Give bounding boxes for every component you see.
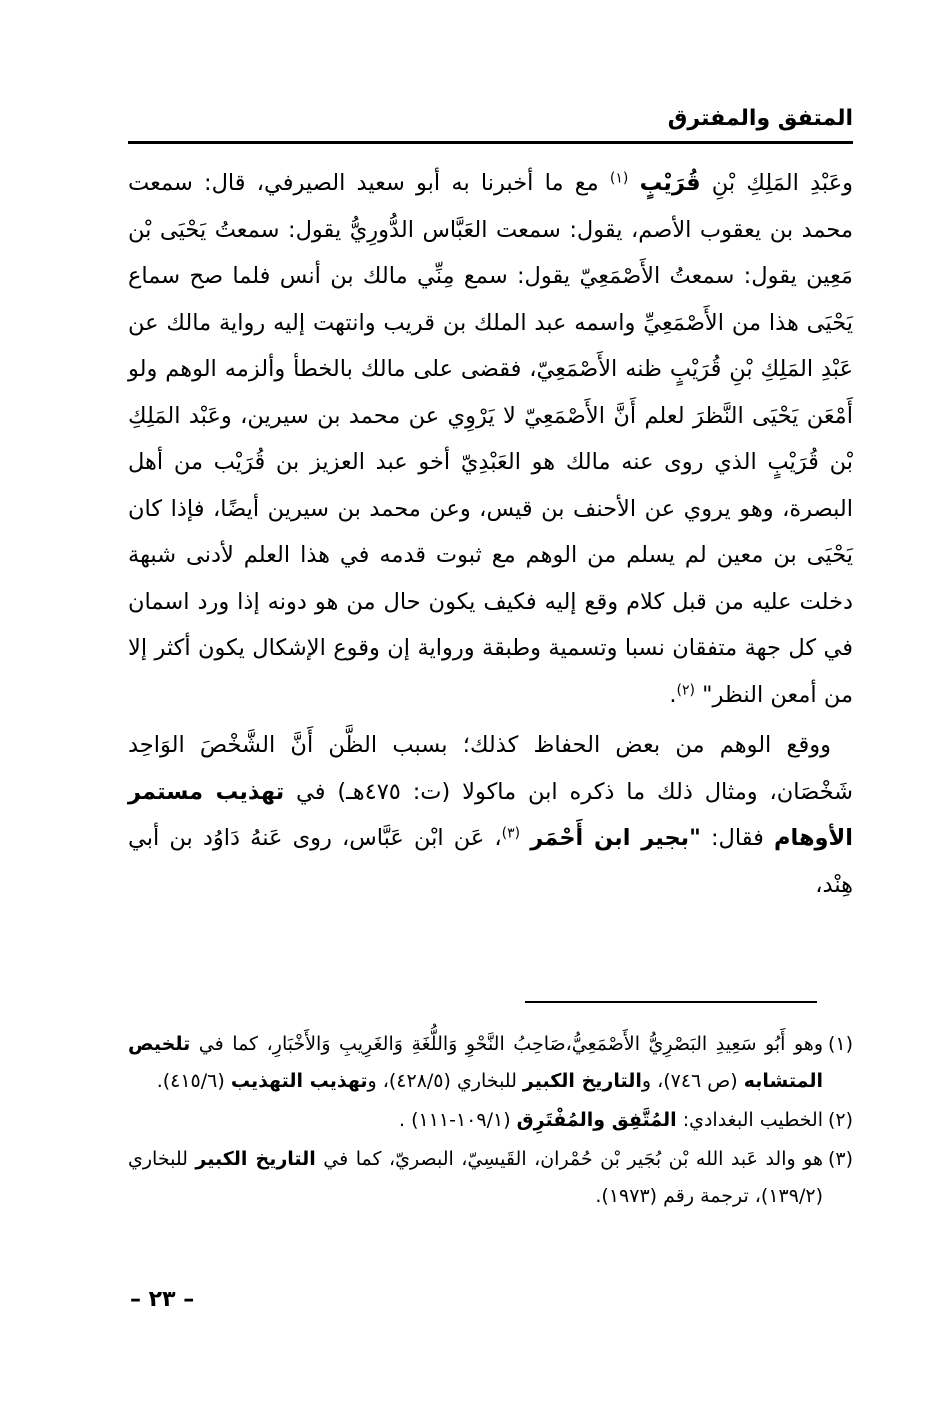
- p1-name: قُرَيْبٍ: [639, 170, 701, 196]
- footnote-1: [128, 1026, 853, 1100]
- main-text: [128, 160, 853, 908]
- footnote-2: [128, 1102, 853, 1139]
- fn1-book-1: تلخيص المتشابه: [128, 1033, 823, 1092]
- p2-text-a: ووقع الوهم من بعض الحفاظ كذلك؛ بسبب الظَّن أَنَّ الشَّخْصَ الوَاحِد شَخْصَان، ومثال ذلك ما ذكره ابن ماكولا (ت: ٤٧٥هـ) في: [128, 732, 853, 805]
- footnote-3: [128, 1141, 853, 1215]
- fn2-book-1: المُتَّفِق والمُفْتَرِق: [516, 1109, 677, 1131]
- fn3-text-a: هو والد عَبد الله بْن بُجَير بْن حُمْران، القَيسِيّ، البصريّ، كما في: [315, 1148, 823, 1170]
- p2-book-title: تهذيب مستمر الأوهام: [128, 778, 854, 851]
- p2-text-b: فقال:: [700, 825, 775, 851]
- footnote-ref-2: (٢): [676, 681, 695, 698]
- page-number: – ٢٣ –: [130, 1287, 195, 1312]
- fn1-book-2: التاريخ الكبير: [522, 1070, 642, 1092]
- footnote-2-number: (٢): [827, 1109, 853, 1131]
- p1-text-a: وعَبْدِ المَلِكِ بْنِ: [700, 170, 853, 196]
- footnotes: [128, 1026, 853, 1217]
- header-rule: [128, 141, 853, 144]
- footnote-separator: [525, 1001, 817, 1003]
- footnote-3-number: (٣): [827, 1148, 853, 1170]
- fn1-text-d: للبخاري (٤٢٨/٥)، و: [367, 1070, 523, 1092]
- fn2-text-c: (١٠٩/١-١١١) .: [398, 1109, 517, 1131]
- p1-end: .: [669, 681, 677, 708]
- paragraph-1: [128, 160, 853, 718]
- fn3-text-c: للبخاري (١٣٩/٢)، ترجمة رقم (١٩٧٣).: [128, 1148, 823, 1207]
- footnote-ref-1: (١): [609, 170, 629, 187]
- fn1-text-c: (ص ٧٤٦)، و: [641, 1070, 744, 1092]
- fn1-text-e: (٤١٥/٦).: [156, 1070, 231, 1092]
- fn1-book-3: تهذيب التهذيب: [230, 1070, 368, 1092]
- p1-text-b: مع ما أخبرنا به أبو سعيد الصيرفي، قال: سمعت محمد بن يعقوب الأصم، يقول: سمعت العَبَّاس الدُّورِيُّ يقول: سمعتُ يَحْيَى بْن مَعِين يقول: سمعتُ الأَصْمَعِيّ يقول: سمع مِنِّي مالك بن أنس فلما صح سماع يَحْيَى هذا من الأَصْمَعِيِّ واسمه عبد الملك بن قريب وانتهت إليه رواية مالك عن عَبْدِ المَلِكِ بْنِ قُرَيْبٍ ظنه الأَصْمَعِيّ، فقضى على مالك بالخطأ وألزمه الوهم ولو أَمْعَن يَحْيَى النَّظرَ لعلم أَنَّ الأَصْمَعِيّ لا يَرْوِي عن محمد بن سيرين، وعَبْد المَلِكِ بْن قُرَيْبٍ الذي روى عنه مالك هو العَبْدِيّ أخو عبد العزيز بن قُرَيْب من أهل البصرة، وهو يروي عن الأحنف بن قيس، وعن محمد بن سيرين أيضًا، فإذا كان يَحْيَى بن معين لم يسلم من الوهم مع ثبوت قدمه في هذا العلم لأدنى شبهة دخلت عليه من قبل كلام وقع إليه فكيف يكون حال من هو دونه إذا ورد اسمان في كل جهة متفقان نسبا وتسمية وطبقة ورواية إن وقوع الإشكال يكون أكثر إلا من أمعن النظر": [128, 170, 853, 708]
- fn3-book-1: التاريخ الكبير: [195, 1148, 316, 1170]
- footnote-ref-3: (٣): [501, 825, 521, 842]
- p2-text-c: ، عَن ابْن عَبَّاس، روى عَنهُ دَاوُد بن أبي هِنْد،: [128, 825, 853, 898]
- fn1-text-a: وهو أَبُو سَعِيدِ البَصْرِيُّ الأَصْمَعِيُّ،صَاحِبُ النَّحْوِ وَاللُّغَةِ وَالغَرِيبِ وَالأَخْبَارِ، كما في: [190, 1033, 823, 1055]
- running-title: المتفق والمفترق: [667, 106, 853, 131]
- footnote-1-number: (١): [827, 1033, 853, 1055]
- p2-name: "بجير ابن أَحْمَر: [530, 825, 701, 851]
- page-header: [128, 100, 853, 144]
- fn2-text-a: الخطيب البغدادي:: [676, 1109, 823, 1131]
- paragraph-2: [128, 722, 853, 908]
